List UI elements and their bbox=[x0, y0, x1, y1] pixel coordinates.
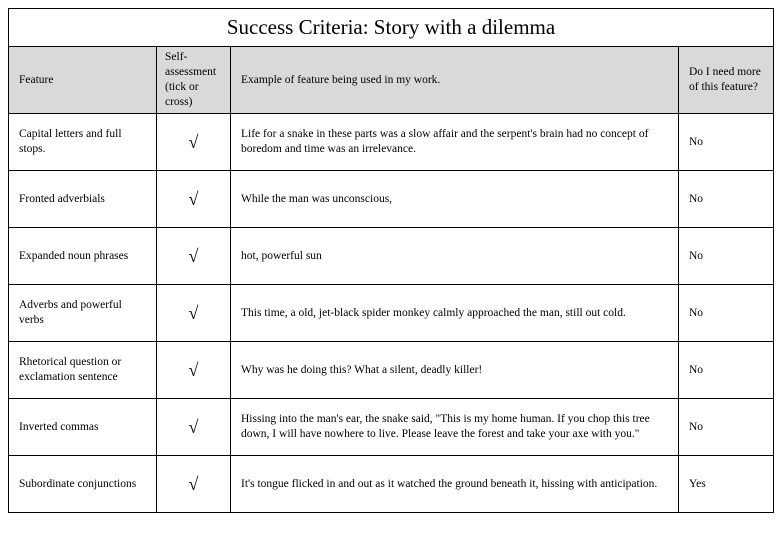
table-row bbox=[9, 171, 774, 228]
need-more-cell: No bbox=[679, 171, 774, 228]
tick-mark: √ bbox=[157, 399, 231, 456]
example-cell: It's tongue flicked in and out as it watched the ground beneath it, hissing with anticipation. bbox=[231, 456, 679, 513]
feature-cell: Subordinate conjunctions bbox=[9, 456, 157, 513]
header-need-more: Do I need more of this feature? bbox=[679, 47, 774, 114]
feature-cell: Fronted adverbials bbox=[9, 171, 157, 228]
table-row bbox=[9, 228, 774, 285]
example-cell: Why was he doing this? What a silent, deadly killer! bbox=[231, 342, 679, 399]
table-row bbox=[9, 285, 774, 342]
tick-mark: √ bbox=[157, 342, 231, 399]
example-cell: This time, a old, jet-black spider monkey calmly approached the man, still out cold. bbox=[231, 285, 679, 342]
example-cell: Hissing into the man's ear, the snake said, "This is my home human. If you chop this tree down, I will have nowhere to live. Please leave the forest and take your axe with you." bbox=[231, 399, 679, 456]
feature-cell: Capital letters and full stops. bbox=[9, 114, 157, 171]
header-row bbox=[9, 47, 774, 114]
table-row bbox=[9, 399, 774, 456]
need-more-cell: No bbox=[679, 342, 774, 399]
tick-mark: √ bbox=[157, 171, 231, 228]
example-cell: hot, powerful sun bbox=[231, 228, 679, 285]
need-more-cell: Yes bbox=[679, 456, 774, 513]
example-cell: Life for a snake in these parts was a slow affair and the serpent's brain had no concept of boredom and time was an irrelevance. bbox=[231, 114, 679, 171]
table-row bbox=[9, 456, 774, 513]
need-more-cell: No bbox=[679, 399, 774, 456]
need-more-cell: No bbox=[679, 285, 774, 342]
header-feature: Feature bbox=[9, 47, 157, 114]
tick-mark: √ bbox=[157, 285, 231, 342]
feature-cell: Inverted commas bbox=[9, 399, 157, 456]
example-cell: While the man was unconscious, bbox=[231, 171, 679, 228]
feature-cell: Expanded noun phrases bbox=[9, 228, 157, 285]
table-row bbox=[9, 342, 774, 399]
tick-mark: √ bbox=[157, 228, 231, 285]
tick-mark: √ bbox=[157, 114, 231, 171]
need-more-cell: No bbox=[679, 228, 774, 285]
table-row bbox=[9, 114, 774, 171]
need-more-cell: No bbox=[679, 114, 774, 171]
tick-mark: √ bbox=[157, 456, 231, 513]
feature-cell: Adverbs and powerful verbs bbox=[9, 285, 157, 342]
header-self-assessment: Self-assessment (tick or cross) bbox=[157, 47, 231, 114]
success-criteria-table bbox=[8, 8, 774, 513]
table-title: Success Criteria: Story with a dilemma bbox=[9, 9, 774, 47]
feature-cell: Rhetorical question or exclamation sentence bbox=[9, 342, 157, 399]
header-example: Example of feature being used in my work. bbox=[231, 47, 679, 114]
